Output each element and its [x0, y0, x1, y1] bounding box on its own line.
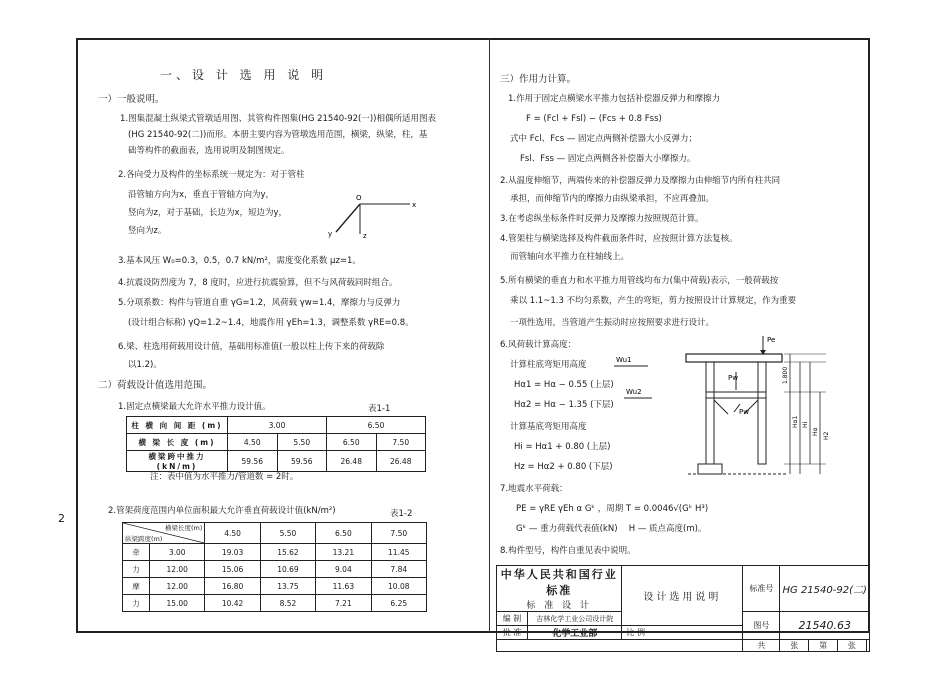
diagram-dim-h2: H2: [823, 431, 830, 440]
table-2-row-key: 12.00: [150, 578, 205, 595]
para-3: 3.基本风压 W₀=0.3，0.5，0.7 kN/m²，需度变化系数 μz=1。: [118, 256, 361, 266]
diagram-dim-hi: Hi: [802, 421, 809, 428]
right-para-8: 8.构件型号，构件自重见表中说明。: [500, 546, 636, 556]
table-2-row-key: 15.00: [150, 595, 205, 612]
table-2-cell: 9.04: [316, 561, 371, 578]
right-formula-seismic: PE = γRE γEh α Gᵏ ，周期 T = 0.0046√(Gᵏ H³): [516, 504, 709, 514]
axis-x-label: x: [412, 201, 417, 209]
table-2-cell: 19.03: [205, 544, 260, 561]
para-6-line-2: 以1.2)。: [128, 360, 162, 370]
title-block-drawing-name: 设计选用说明: [622, 566, 743, 626]
para-1-line-2: (HG 21540-92(二))而形。本册主要内容为管墩选用范围，横梁，纵梁，柱，基: [128, 130, 428, 140]
right-note-seismic: Gᵏ — 重力荷载代表值(kN) H — 质点高度(m)。: [516, 524, 707, 534]
title-block-std-no: HG 21540-92(二): [780, 566, 870, 612]
title-block-drawing-no-label: 图号: [743, 612, 780, 640]
table-1-row-label: 横 梁 长 度 (m): [127, 434, 228, 451]
table-1-cell: 6.50: [327, 434, 377, 451]
diagram-dim-1800: 1.800: [782, 366, 789, 384]
table-2-col-header: 6.50: [316, 523, 371, 544]
right-note-1: 式中 Fcl、Fcs — 固定点两侧补偿器大小反弹力；: [510, 134, 698, 144]
table-1-cell: 7.50: [376, 434, 426, 451]
right-para-4-line-1: 4.管架柱与横梁选择及构件截面条件时，应按照计算方法复核。: [500, 234, 738, 244]
title-block-total-label: 共: [743, 640, 780, 652]
right-para-2-line-1: 2.从温度伸缩节，两端传来的补偿器反弹力及摩擦力由伸缩节内所有柱共同: [500, 176, 781, 186]
para-2-line-3: 竖向为z，对于基础，长边为x，短边为y，: [128, 208, 288, 218]
title-block-compiled-label: 编 制: [497, 612, 528, 626]
right-note-2: Fsl、Fss — 固定点两侧各补偿器大小摩擦力。: [520, 154, 696, 164]
diagram-wind-upper: Wu1: [616, 356, 632, 364]
right-formula-h2: Hα2 = Hα − 1.35 (下层): [514, 400, 614, 410]
title-block-standard-line1: 中华人民共和国行业标准: [500, 568, 618, 597]
pipe-rack-elevation-diagram: [608, 332, 838, 482]
table-2-corner-top: 横梁长度(m): [164, 524, 203, 532]
para-4: 4.抗震设防烈度为 7，8 度时，应进行抗震验算，但不与风荷载同时组合。: [118, 278, 398, 288]
right-para-4-line-2: 而管轴向水平推力在柱轴线上。: [510, 252, 630, 262]
axis-y-label: y: [328, 230, 333, 238]
right-formula-h3: Hi = Hα1 + 0.80 (上层): [514, 442, 611, 452]
title-block-drawing-no: 21540.63: [780, 612, 870, 640]
table-2-cell: 11.45: [371, 544, 426, 561]
table-2-cell: 13.21: [316, 544, 371, 561]
title-block-scale-label: 比 例: [622, 626, 743, 640]
table-2-cell: 7.21: [316, 595, 371, 612]
para-2-line-2: 沿管轴方向为x，垂直于管轴方向为y，: [128, 190, 275, 200]
right-para-6-a: 计算柱底弯矩用高度: [510, 360, 587, 370]
table-2-cell: 16.80: [205, 578, 260, 595]
table-1-header-span-b: 6.50: [327, 417, 426, 434]
table-2: [122, 522, 427, 612]
para-2-line-4: 竖向为z。: [128, 226, 167, 236]
table-1-tag: 表1-1: [368, 404, 391, 414]
table-2-cell: 10.08: [371, 578, 426, 595]
table-1-cell: 4.50: [228, 434, 278, 451]
right-formula-h4: Hz = Hα2 + 0.80 (下层): [514, 462, 613, 472]
title-block-approved-label: 批 准: [497, 626, 528, 640]
table-2-col-header: 7.50: [371, 523, 426, 544]
table-2-cell: 15.62: [260, 544, 315, 561]
table-1-cell: 26.48: [376, 451, 426, 472]
title-block: [496, 565, 870, 652]
table-2-cell: 15.06: [205, 561, 260, 578]
para-5-line-1: 5.分项系数：构件与管道自重 γG=1.2，风荷载 γw=1.4，摩擦力与反弹力: [118, 298, 401, 308]
right-para-7: 7.地震水平荷载：: [500, 484, 568, 494]
table-2-cell: 10.69: [260, 561, 315, 578]
para-6-line-1: 6.梁、柱选用荷载用设计值，基础用标准值(一般以柱上传下来的荷载除: [118, 342, 385, 352]
table-2-tag: 表1-2: [390, 509, 413, 519]
table-2-corner-bottom: 纵梁跨度(m): [125, 535, 163, 543]
section-force-calc-heading: 三）作用力计算。: [500, 74, 577, 85]
table-2-col-header: 5.50: [260, 523, 315, 544]
diagram-dim-ha1: Hα1: [792, 415, 799, 428]
right-para-5-line-1: 5.所有横梁的垂直力和水平推力用管线均布力(集中荷载)表示，一般荷载按: [500, 276, 779, 286]
title-block-total-unit: 张: [780, 640, 809, 652]
right-formula-1: F = (Fcl + Fsl) − (Fcs + 0.8 Fss): [526, 114, 662, 124]
table-2-col-header: 4.50: [205, 523, 260, 544]
table-1-row-label: 横梁跨中推力(kN/m): [127, 451, 228, 472]
diagram-pw-label: Pw: [728, 374, 738, 382]
table-2-cell: 10.42: [205, 595, 260, 612]
title-block-compiled-by: 吉林化学工业公司设计院: [528, 612, 622, 626]
page-title: 一、设 计 选 用 说 明: [160, 68, 328, 82]
diagram-pw-lower-label: Pw: [739, 408, 749, 416]
table-2-row-key: 12.00: [150, 561, 205, 578]
para-2-line-1: 2.各向受力及构件的坐标系统一规定为：对于管柱: [118, 170, 305, 180]
para-1-line-3: 础等构件的截面表，选用说明及制图规定。: [128, 146, 290, 156]
section-general-heading: 一）一般说明。: [98, 94, 165, 105]
table-1-cell: 26.48: [327, 451, 377, 472]
table-2-cell: 7.84: [371, 561, 426, 578]
page-number: 2: [58, 512, 65, 525]
diagram-wind-lower: Wu2: [626, 388, 642, 396]
right-para-6: 6.风荷载计算高度：: [500, 340, 577, 350]
right-para-5-line-3: 一项性选用，当管道产生振动时应按照要求进行设计。: [510, 318, 715, 328]
title-block-sheet-unit: 张: [837, 640, 866, 652]
table-1: [126, 416, 426, 472]
table-1-note: 注：表中值为水平推力/管道数 = 2时。: [150, 472, 299, 482]
table-cell: [497, 640, 743, 652]
right-para-3: 3.在考虑纵坐标条件时反弹力及摩擦力按照规范计算。: [500, 214, 704, 224]
title-block-approved-by: 化学工业部: [528, 626, 622, 640]
table-1-cell: 5.50: [277, 434, 327, 451]
table-2-group-char: 力: [123, 595, 150, 612]
table-2-corner: [123, 523, 205, 544]
right-para-2-line-2: 承担，而伸缩节内的摩擦力由纵梁承担，不应再叠加。: [510, 194, 715, 204]
table-1-cell: 59.56: [277, 451, 327, 472]
right-para-1: 1.作用于固定点横梁水平推力包括补偿器反弹力和摩擦力: [508, 94, 721, 104]
table-2-cell: 8.52: [260, 595, 315, 612]
title-block-std-no-label: 标准号: [743, 566, 780, 612]
right-formula-h1: Hα1 = Hα − 0.55 (上层): [514, 380, 614, 390]
table-2-cell: 11.63: [316, 578, 371, 595]
title-block-standard: [497, 566, 622, 612]
right-para-5-line-2: 乘以 1.1~1.3 不均匀系数，产生的弯矩，剪力按照设计计算规定，作为重要: [510, 296, 797, 306]
table-1-header-span-a: 3.00: [228, 417, 327, 434]
para-5-line-2: (设计组合标称) γQ=1.2~1.4，地震作用 γEh=1.3，调整系数 γRE=0.8。: [128, 318, 414, 328]
para-1-line-1: 1.图集混凝土纵梁式管墩适用图、其管构件图集(HG 21540-92(一))相偶所适用图表: [120, 114, 436, 124]
table-1-caption: 1.固定点横梁最大允许水平推力设计值。: [118, 402, 271, 412]
axis-origin-label: O: [356, 194, 362, 202]
table-2-caption: 2.管架荷度范围内单位面积最大允许垂直荷载设计值(kN/m²): [108, 506, 336, 516]
table-2-cell: 6.25: [371, 595, 426, 612]
coordinate-axes-diagram: [320, 190, 420, 240]
column-divider: [489, 38, 490, 633]
diagram-dim-ha: Hα: [812, 427, 819, 436]
right-para-6-b: 计算基底弯矩用高度: [510, 422, 587, 432]
table-cell: [866, 640, 869, 652]
table-2-group-char: 力: [123, 561, 150, 578]
title-block-sheet-label: 第: [809, 640, 838, 652]
table-2-group-char: 牵: [123, 544, 150, 561]
table-2-cell: 13.75: [260, 578, 315, 595]
table-2-row-key: 3.00: [150, 544, 205, 561]
title-block-standard-line2: 标 准 设 计: [526, 601, 592, 611]
table-1-cell: 59.56: [228, 451, 278, 472]
axis-z-label: z: [363, 232, 367, 240]
section-load-range-heading: 二）荷载设计值选用范围。: [98, 380, 213, 391]
table-2-group-char: 摩: [123, 578, 150, 595]
table-1-header-label: 柱 横 向 间 距 (m): [127, 417, 228, 434]
diagram-pe-label: Pe: [767, 336, 776, 344]
